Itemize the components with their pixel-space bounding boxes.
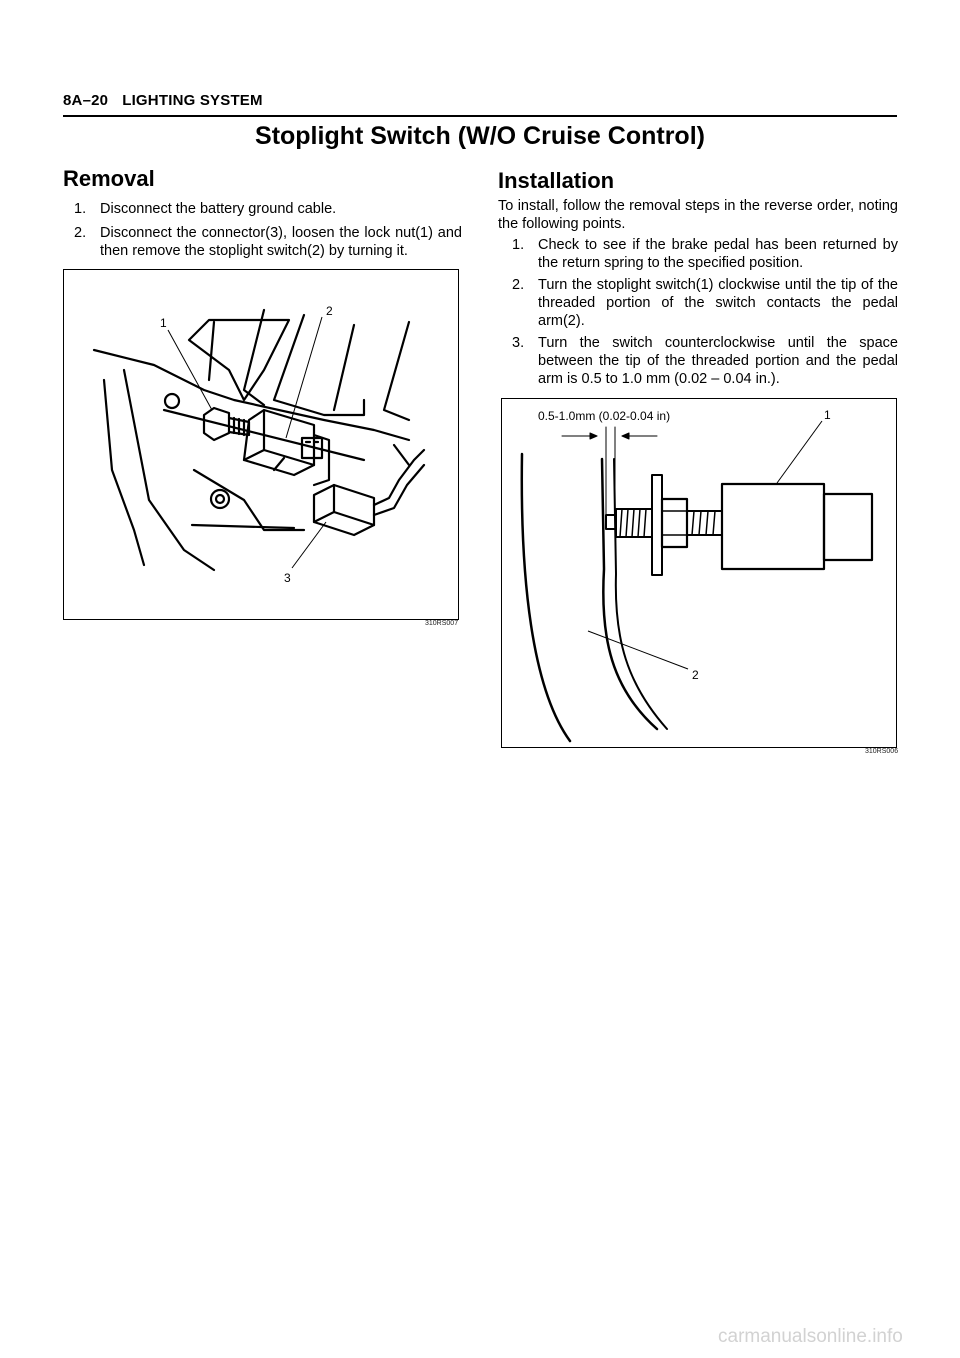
- step-number: 1.: [512, 237, 525, 253]
- watermark: carmanualsonline.info: [718, 1326, 903, 1347]
- step-number: 2.: [512, 277, 525, 293]
- installation-illustration: [502, 399, 896, 747]
- installation-figure-code: 310RS006: [865, 748, 899, 755]
- step-text: Turn the switch counterclockwise until the space between the tip of the threaded portion and the pedal arm is 0.5 to 1.0 mm (0.02 – 0.04 in.).: [538, 335, 898, 387]
- step-text: Check to see if the brake pedal has been returned by the return spring to the specified position.: [538, 237, 898, 271]
- installation-heading: Installation: [498, 168, 615, 193]
- installation-label-1: 1: [824, 408, 831, 422]
- installation-label-2: 2: [692, 668, 699, 682]
- installation-intro: To install, follow the removal steps in the reverse order, noting the following points.: [498, 198, 898, 232]
- removal-illustration: [64, 270, 458, 619]
- header-rule: [63, 115, 897, 117]
- removal-label-1: 1: [160, 316, 167, 330]
- step-number: 2.: [74, 225, 87, 241]
- page-header: [63, 92, 263, 109]
- removal-figure: [63, 269, 459, 620]
- step-text: Disconnect the connector(3), loosen the lock nut(1) and then remove the stoplight switch(2) by turning it.: [100, 225, 462, 259]
- installation-figure: [501, 398, 897, 748]
- step-number: 1.: [74, 201, 87, 217]
- section-title: LIGHTING SYSTEM: [122, 92, 263, 109]
- removal-label-2: 2: [326, 304, 333, 318]
- removal-heading: Removal: [63, 166, 155, 191]
- removal-figure-code: 310RS007: [425, 620, 459, 627]
- page-title: Stoplight Switch (W/O Cruise Control): [255, 122, 705, 150]
- page-number: 8A–20: [63, 92, 109, 109]
- step-text: Disconnect the battery ground cable.: [100, 201, 337, 217]
- dimension-label: 0.5-1.0mm (0.02-0.04 in): [538, 409, 671, 423]
- step-number: 3.: [512, 335, 525, 351]
- step-text: Turn the stoplight switch(1) clockwise until the tip of the threaded portion of the switch contacts the pedal arm(2).: [538, 277, 898, 329]
- removal-label-3: 3: [284, 571, 291, 585]
